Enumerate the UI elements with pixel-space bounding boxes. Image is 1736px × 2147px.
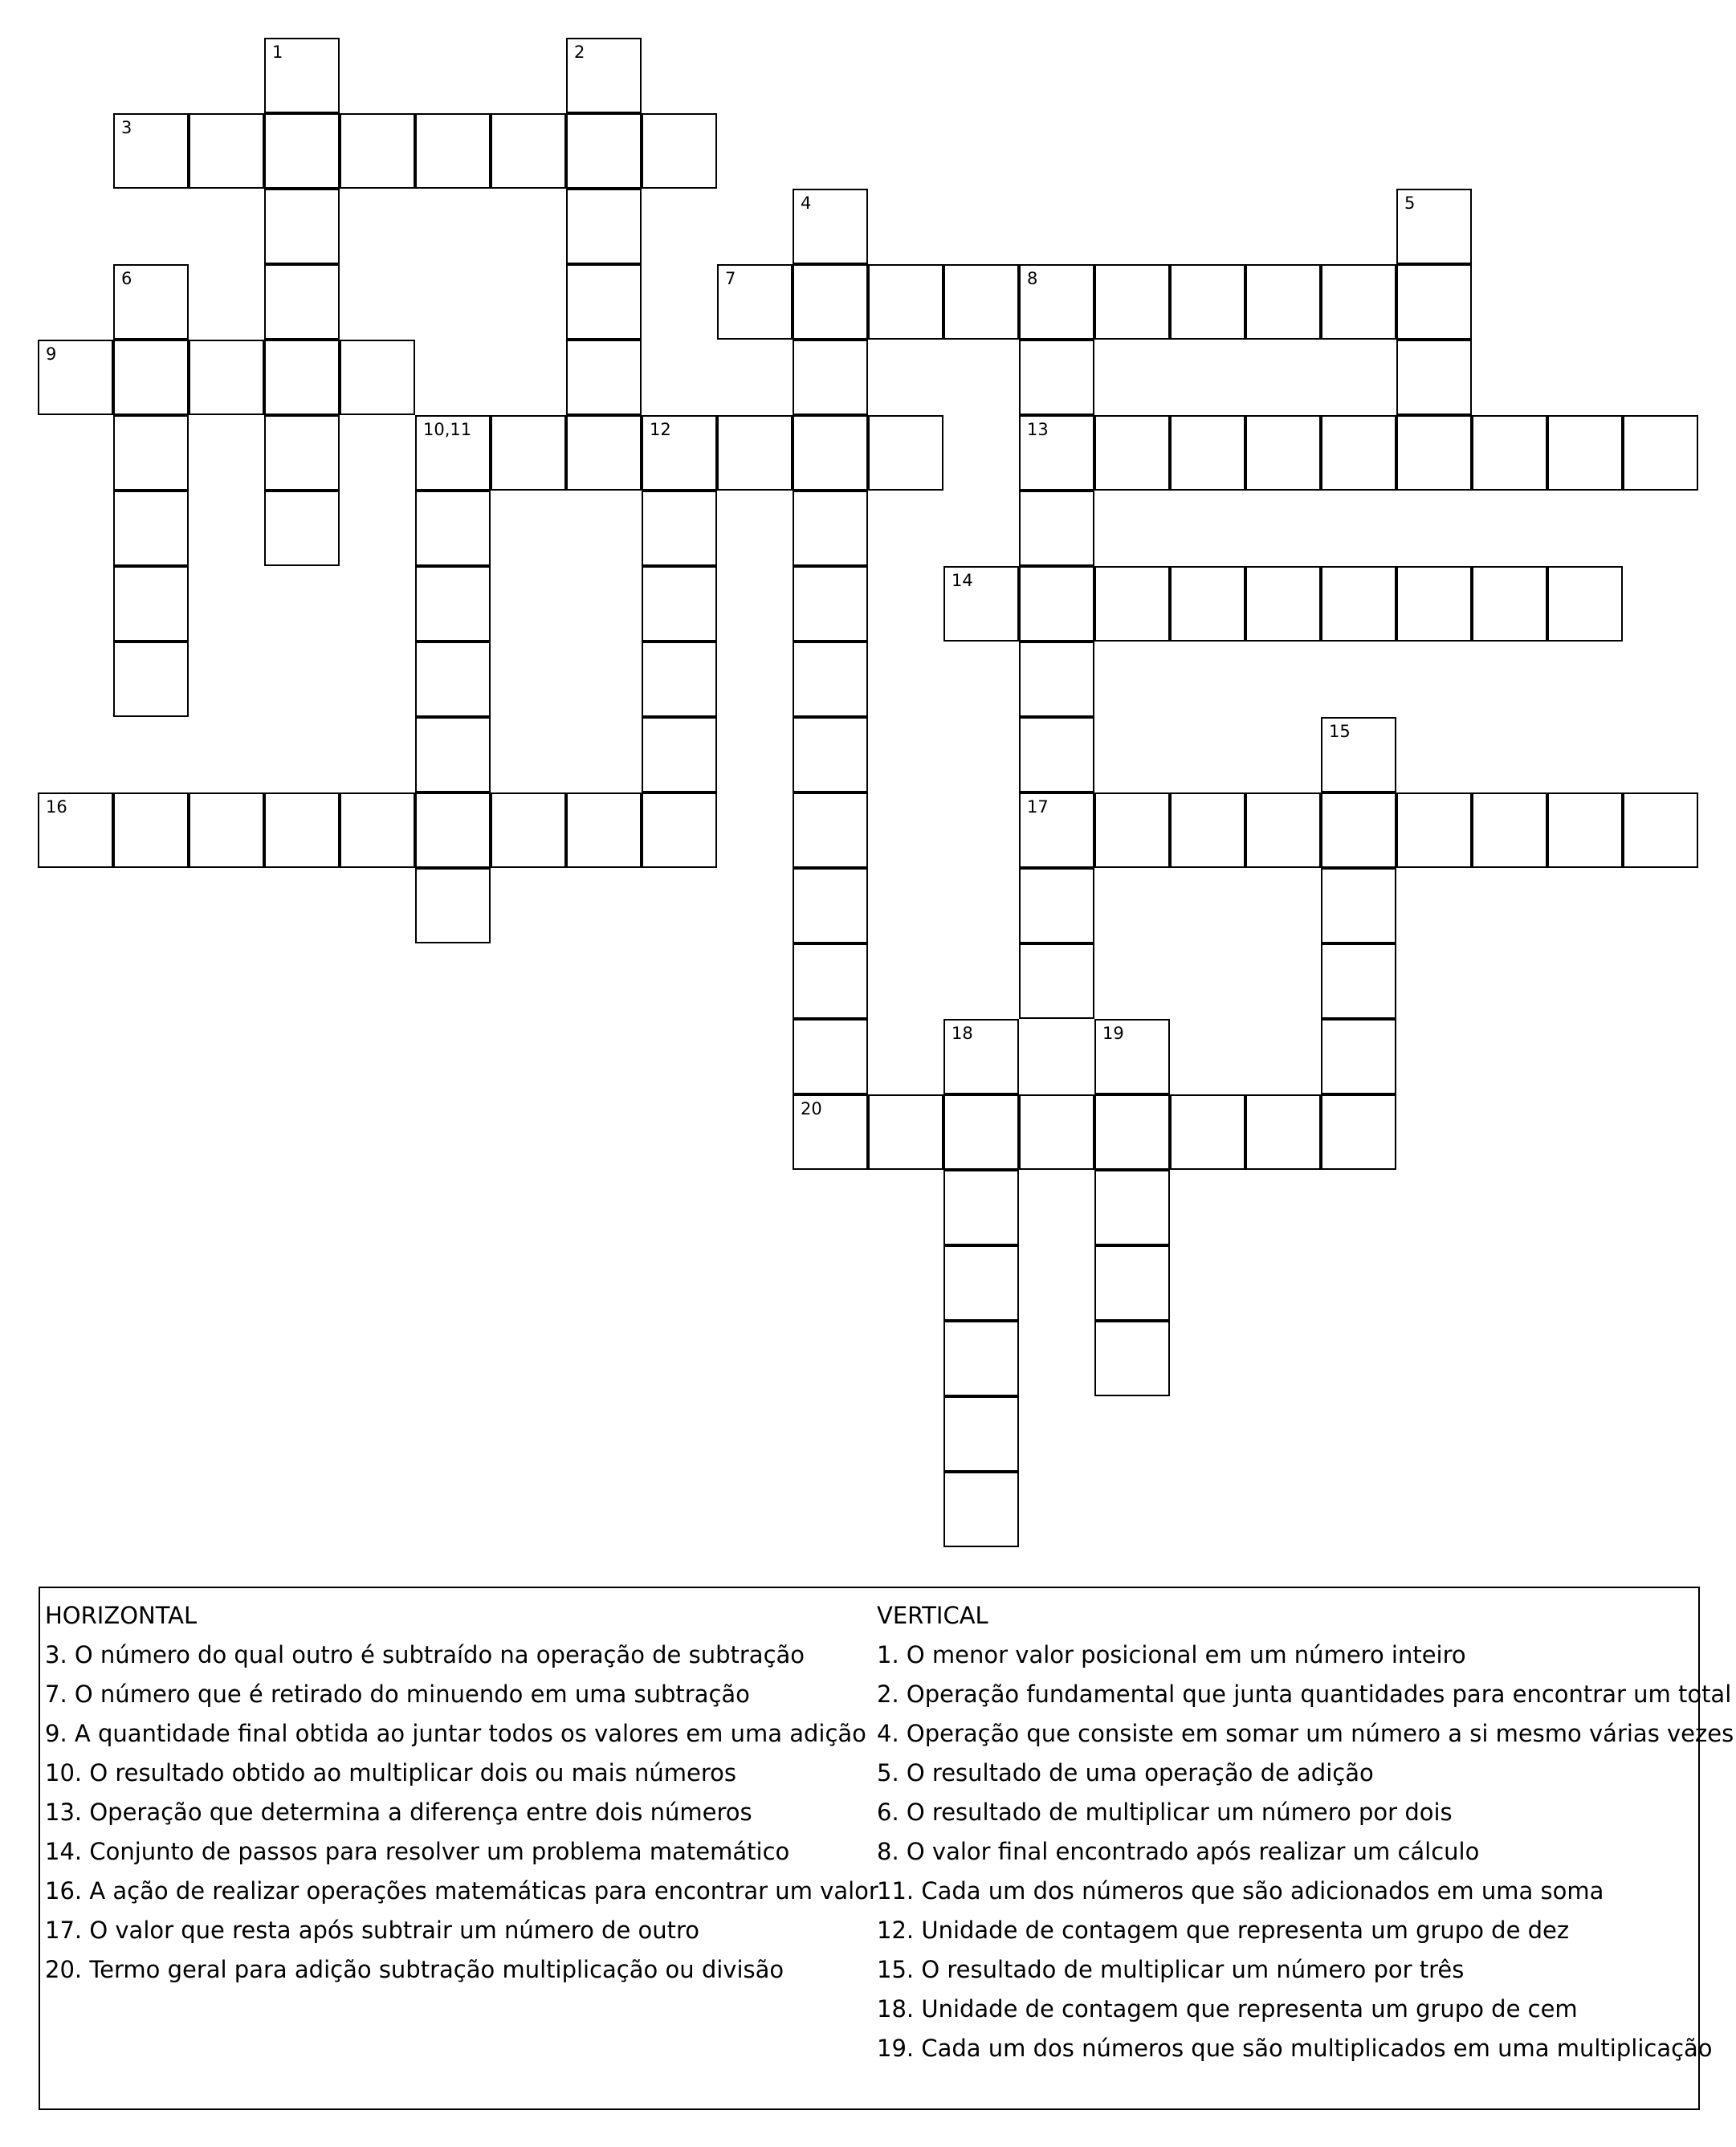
grid-cell[interactable]	[642, 491, 717, 566]
clue-vertical: 15. O resultado de multiplicar um número por três	[877, 1956, 1465, 1983]
clue-vertical: 19. Cada um dos números que são multiplicados em uma multiplicação	[877, 2035, 1713, 2062]
grid-cell[interactable]	[1245, 264, 1321, 340]
clue-number: 19	[1102, 1024, 1124, 1043]
horizontal-heading: HORIZONTAL	[45, 1602, 198, 1629]
grid-cell[interactable]	[1019, 264, 1094, 340]
clue-number: 12	[650, 420, 671, 439]
grid-cell[interactable]	[943, 1472, 1019, 1547]
grid-cell[interactable]	[793, 491, 868, 566]
grid-cell[interactable]	[1396, 264, 1472, 340]
clue-horizontal: 9. A quantidade final obtida ao juntar todos os valores em uma adição	[45, 1720, 866, 1747]
grid-cell[interactable]	[415, 868, 491, 943]
grid-cell[interactable]	[264, 113, 340, 189]
grid-cell[interactable]	[415, 717, 491, 792]
grid-cell[interactable]	[1094, 792, 1170, 868]
grid-cell[interactable]	[1170, 566, 1245, 642]
grid-cell[interactable]	[793, 1094, 868, 1170]
grid-cell[interactable]	[1623, 792, 1698, 868]
grid-cell[interactable]	[566, 264, 642, 340]
grid-cell[interactable]	[340, 340, 415, 415]
grid-cell[interactable]	[868, 415, 943, 491]
grid-cell[interactable]	[1170, 415, 1245, 491]
grid-cell[interactable]	[868, 264, 943, 340]
grid-cell[interactable]	[1094, 1245, 1170, 1321]
grid-cell[interactable]	[793, 792, 868, 868]
clue-number: 7	[725, 269, 736, 288]
grid-cell[interactable]	[1094, 1321, 1170, 1396]
grid-cell[interactable]	[264, 264, 340, 340]
grid-cell[interactable]	[793, 868, 868, 943]
grid-cell[interactable]	[1019, 943, 1094, 1019]
grid-cell[interactable]	[264, 189, 340, 264]
clue-number: 9	[46, 344, 57, 364]
grid-cell[interactable]	[943, 1245, 1019, 1321]
clue-vertical: 18. Unidade de contagem que representa um grupo de cem	[877, 1995, 1578, 2023]
clue-horizontal: 13. Operação que determina a diferença entre dois números	[45, 1799, 752, 1826]
grid-cell[interactable]	[642, 717, 717, 792]
grid-cell[interactable]	[1094, 566, 1170, 642]
clue-number: 1	[272, 43, 283, 62]
grid-cell[interactable]	[1019, 566, 1094, 642]
clue-horizontal: 3. O número do qual outro é subtraído na operação de subtração	[45, 1641, 805, 1668]
grid-cell[interactable]	[1396, 792, 1472, 868]
grid-cell[interactable]	[1547, 566, 1623, 642]
grid-cell[interactable]	[1019, 415, 1094, 491]
clue-number: 10,11	[423, 420, 472, 439]
grid-cell[interactable]	[189, 340, 264, 415]
clue-vertical: 12. Unidade de contagem que representa um grupo de dez	[877, 1917, 1570, 1944]
grid-cell[interactable]	[264, 38, 340, 113]
grid-cell[interactable]	[189, 113, 264, 189]
clue-number: 2	[574, 43, 585, 62]
grid-cell[interactable]	[113, 264, 189, 340]
grid-cell[interactable]	[793, 1019, 868, 1094]
grid-cell[interactable]	[1321, 868, 1396, 943]
grid-cell[interactable]	[113, 792, 189, 868]
grid-cell[interactable]	[415, 113, 491, 189]
grid-cell[interactable]	[943, 1170, 1019, 1245]
grid-cell[interactable]	[1321, 264, 1396, 340]
clue-vertical: 4. Operação que consiste em somar um número a si mesmo várias vezes	[877, 1720, 1734, 1747]
grid-cell[interactable]	[113, 415, 189, 491]
clue-vertical: 6. O resultado de multiplicar um número por dois	[877, 1799, 1453, 1826]
grid-cell[interactable]	[1094, 1094, 1170, 1170]
grid-cell[interactable]	[566, 113, 642, 189]
clue-number: 20	[801, 1099, 822, 1118]
grid-cell[interactable]	[340, 792, 415, 868]
grid-cell[interactable]	[1321, 566, 1396, 642]
clue-horizontal: 10. O resultado obtido ao multiplicar dois ou mais números	[45, 1759, 737, 1786]
grid-cell[interactable]	[1019, 792, 1094, 868]
grid-cell[interactable]	[38, 340, 113, 415]
grid-cell[interactable]	[1321, 415, 1396, 491]
grid-cell[interactable]	[1019, 491, 1094, 566]
grid-cell[interactable]	[1396, 566, 1472, 642]
clue-number: 3	[121, 118, 132, 137]
clue-number: 18	[952, 1024, 973, 1043]
clue-horizontal: 20. Termo geral para adição subtração multiplicação ou divisão	[45, 1956, 784, 1983]
grid-cell[interactable]	[1245, 792, 1321, 868]
clue-number: 13	[1027, 420, 1049, 439]
grid-cell[interactable]	[1094, 264, 1170, 340]
grid-cell[interactable]	[717, 415, 793, 491]
grid-cell[interactable]	[943, 1321, 1019, 1396]
grid-cell[interactable]	[491, 792, 566, 868]
grid-cell[interactable]	[264, 415, 340, 491]
grid-cell[interactable]	[491, 113, 566, 189]
grid-cell[interactable]	[793, 566, 868, 642]
grid-cell[interactable]	[1019, 1094, 1094, 1170]
grid-cell[interactable]	[1396, 340, 1472, 415]
grid-cell[interactable]	[1623, 415, 1698, 491]
grid-cell[interactable]	[642, 113, 717, 189]
horizontal-clues	[45, 1596, 878, 1990]
clue-number: 15	[1329, 722, 1351, 741]
grid-cell[interactable]	[415, 566, 491, 642]
grid-cell[interactable]	[566, 38, 642, 113]
grid-cell[interactable]	[113, 113, 189, 189]
grid-cell[interactable]	[415, 792, 491, 868]
grid-cell[interactable]	[1094, 1170, 1170, 1245]
clue-horizontal: 7. O número que é retirado do minuendo em uma subtração	[45, 1681, 750, 1708]
grid-cell[interactable]	[717, 264, 793, 340]
vertical-heading: VERTICAL	[877, 1602, 988, 1629]
clue-vertical: 5. O resultado de uma operação de adição	[877, 1759, 1374, 1786]
clue-number: 5	[1404, 194, 1416, 213]
grid-cell[interactable]	[1019, 340, 1094, 415]
clue-number: 6	[121, 269, 132, 288]
grid-cell[interactable]	[793, 415, 868, 491]
grid-cell[interactable]	[1019, 642, 1094, 717]
grid-cell[interactable]	[943, 1019, 1019, 1094]
grid-cell[interactable]	[1472, 792, 1547, 868]
grid-cell[interactable]	[1396, 415, 1472, 491]
grid-cell[interactable]	[264, 792, 340, 868]
clue-horizontal: 17. O valor que resta após subtrair um número de outro	[45, 1917, 700, 1944]
grid-cell[interactable]	[642, 415, 717, 491]
clue-vertical: 2. Operação fundamental que junta quantidades para encontrar um total	[877, 1681, 1732, 1708]
grid-cell[interactable]	[1170, 264, 1245, 340]
grid-cell[interactable]	[793, 189, 868, 264]
clue-horizontal: 16. A ação de realizar operações matemáticas para encontrar um valor	[45, 1877, 878, 1905]
grid-cell[interactable]	[1245, 1094, 1321, 1170]
grid-cell[interactable]	[1094, 1019, 1170, 1094]
clue-number: 8	[1027, 269, 1038, 288]
grid-cell[interactable]	[793, 717, 868, 792]
grid-cell[interactable]	[566, 189, 642, 264]
grid-cell[interactable]	[340, 113, 415, 189]
grid-cell[interactable]	[793, 642, 868, 717]
grid-cell[interactable]	[1472, 566, 1547, 642]
grid-cell[interactable]	[642, 566, 717, 642]
grid-cell[interactable]	[1170, 792, 1245, 868]
grid-cell[interactable]	[113, 642, 189, 717]
grid-cell[interactable]	[1321, 943, 1396, 1019]
grid-cell[interactable]	[491, 415, 566, 491]
grid-cell[interactable]	[1019, 717, 1094, 792]
grid-cell[interactable]	[566, 415, 642, 491]
clue-number: 14	[952, 571, 973, 590]
grid-cell[interactable]	[1321, 1019, 1396, 1094]
grid-cell[interactable]	[943, 264, 1019, 340]
clue-vertical: 1. O menor valor posicional em um número inteiro	[877, 1641, 1466, 1668]
grid-cell[interactable]	[264, 491, 340, 566]
grid-cell[interactable]	[38, 792, 113, 868]
grid-cell[interactable]	[566, 792, 642, 868]
clue-number: 17	[1027, 797, 1049, 817]
grid-cell[interactable]	[415, 415, 491, 491]
grid-cell[interactable]	[415, 642, 491, 717]
grid-cell[interactable]	[1547, 792, 1623, 868]
clue-vertical: 8. O valor final encontrado após realizar um cálculo	[877, 1838, 1480, 1865]
grid-cell[interactable]	[1245, 566, 1321, 642]
grid-cell[interactable]	[113, 340, 189, 415]
grid-cell[interactable]	[642, 642, 717, 717]
grid-cell[interactable]	[1245, 415, 1321, 491]
grid-cell[interactable]	[943, 566, 1019, 642]
grid-cell[interactable]	[1321, 792, 1396, 868]
grid-cell[interactable]	[1547, 415, 1623, 491]
grid-cell[interactable]	[793, 340, 868, 415]
grid-cell[interactable]	[943, 1094, 1019, 1170]
grid-cell[interactable]	[793, 943, 868, 1019]
grid-cell[interactable]	[1396, 189, 1472, 264]
grid-cell[interactable]	[1472, 415, 1547, 491]
grid-cell[interactable]	[1019, 868, 1094, 943]
grid-cell[interactable]	[1321, 717, 1396, 792]
clue-horizontal: 14. Conjunto de passos para resolver um problema matemático	[45, 1838, 790, 1865]
clue-vertical: 11. Cada um dos números que são adicionados em uma soma	[877, 1877, 1604, 1905]
grid-cell[interactable]	[642, 792, 717, 868]
grid-cell[interactable]	[1321, 1094, 1396, 1170]
grid-cell[interactable]	[1094, 415, 1170, 491]
grid-cell[interactable]	[868, 1094, 943, 1170]
grid-cell[interactable]	[1170, 1094, 1245, 1170]
grid-cell[interactable]	[415, 491, 491, 566]
grid-cell[interactable]	[793, 264, 868, 340]
grid-cell[interactable]	[943, 1396, 1019, 1472]
clue-number: 4	[801, 194, 812, 213]
grid-cell[interactable]	[566, 340, 642, 415]
clues-box	[39, 1587, 1734, 2110]
grid-cell[interactable]	[189, 792, 264, 868]
grid-cell[interactable]	[113, 566, 189, 642]
grid-cell[interactable]	[264, 340, 340, 415]
vertical-clues	[877, 1596, 1734, 2068]
clue-number: 16	[46, 797, 67, 817]
grid-cell[interactable]	[113, 491, 189, 566]
